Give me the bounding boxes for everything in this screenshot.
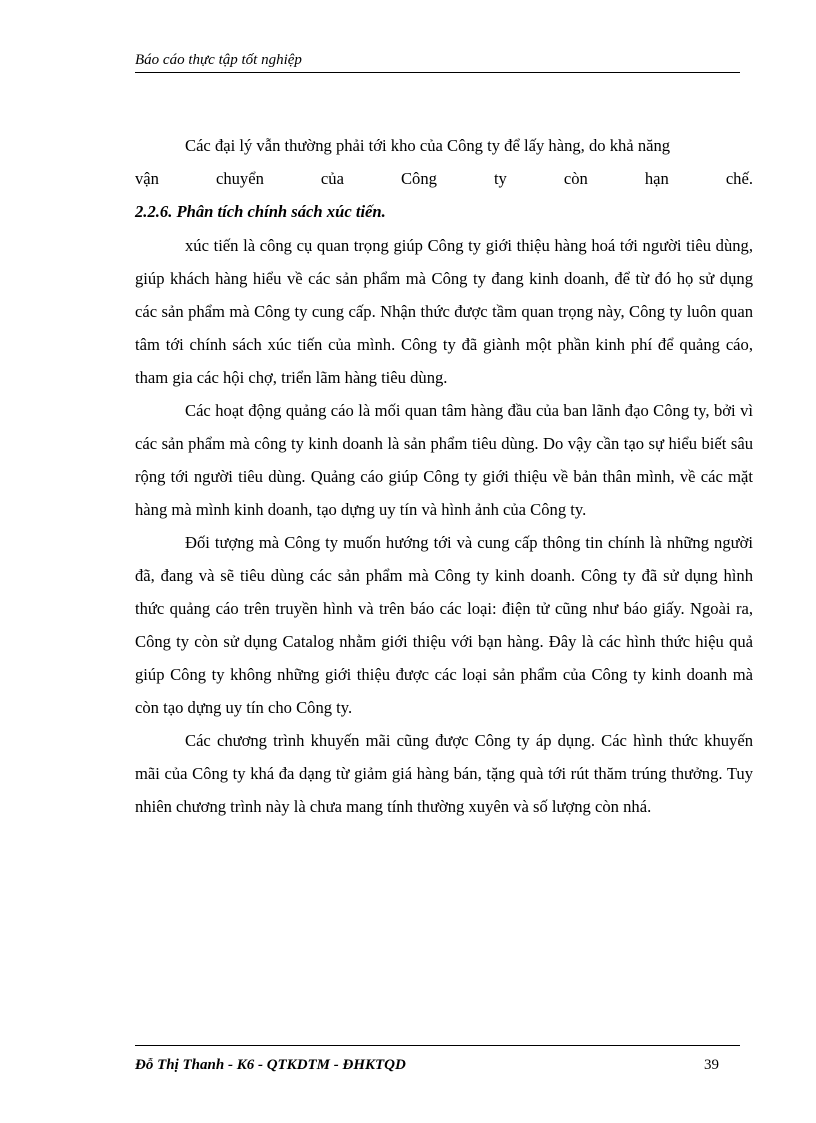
paragraph-intro-line2: vận chuyển của Công ty còn hạn chế. bbox=[135, 169, 753, 188]
paragraph-2: Các hoạt động quảng cáo là mối quan tâm hàng đầu của ban lãnh đạo Công ty, bởi vì các sản phẩm mà công ty kinh doanh là sản phẩm tiêu dùng. Do vậy cần tạo sự hiểu biết sâu rộng tới người tiêu dùng. Quảng cáo giúp Công ty giới thiệu về bản thân mình, về các mặt hàng mà mình kinh doanh, tạo dựng uy tín và hình ảnh của Công ty. bbox=[135, 401, 753, 519]
paragraph-4: Các chương trình khuyến mãi cũng được Công ty áp dụng. Các hình thức khuyến mãi của Công ty khá đa dạng từ giảm giá hàng bán, tặng quà tới rút thăm trúng thưởng. Tuy nhiên chương trình này là chưa mang tính thường xuyên và số lượng còn nhá. bbox=[135, 731, 753, 816]
page-number: 39 bbox=[704, 1057, 719, 1073]
document-body bbox=[135, 129, 753, 823]
paragraph-intro-line1: Các đại lý vẫn thường phải tới kho của Công ty để lấy hàng, do khả năng bbox=[185, 136, 671, 155]
footer-author: Đỗ Thị Thanh - K6 - QTKDTM - ĐHKTQD bbox=[135, 1057, 406, 1073]
footer-divider bbox=[135, 1045, 740, 1046]
paragraph-3: Đối tượng mà Công ty muốn hướng tới và cung cấp thông tin chính là những người đã, đang và sẽ tiêu dùng các sản phẩm mà Công ty kinh doanh. Công ty đã sử dụng hình thức quảng cáo trên truyền hình và trên báo các loại: điện tử cũng như báo giấy. Ngoài ra, Công ty còn sử dụng Catalog nhằm giới thiệu với bạn hàng. Đây là các hình thức hiệu quả giúp Công ty không những giới thiệu được các loại sản phẩm của Công ty kinh doanh mà còn tạo dựng uy tín cho Công ty. bbox=[135, 533, 753, 717]
section-heading: 2.2.6. Phân tích chính sách xúc tiến. bbox=[135, 202, 386, 221]
page-header: Báo cáo thực tập tốt nghiệp bbox=[135, 50, 740, 73]
paragraph-1: xúc tiến là công cụ quan trọng giúp Công ty giới thiệu hàng hoá tới người tiêu dùng, giúp khách hàng hiểu về các sản phẩm mà Công ty đang kinh doanh, để từ đó họ sử dụng các sản phẩm mà Công ty cung cấp. Nhận thức được tầm quan trọng này, Công ty luôn quan tâm tới chính sách xúc tiến của mình. Công ty đã giành một phần kinh phí để quảng cáo, tham gia các hội chợ, triển lãm hàng tiêu dùng. bbox=[135, 236, 753, 387]
